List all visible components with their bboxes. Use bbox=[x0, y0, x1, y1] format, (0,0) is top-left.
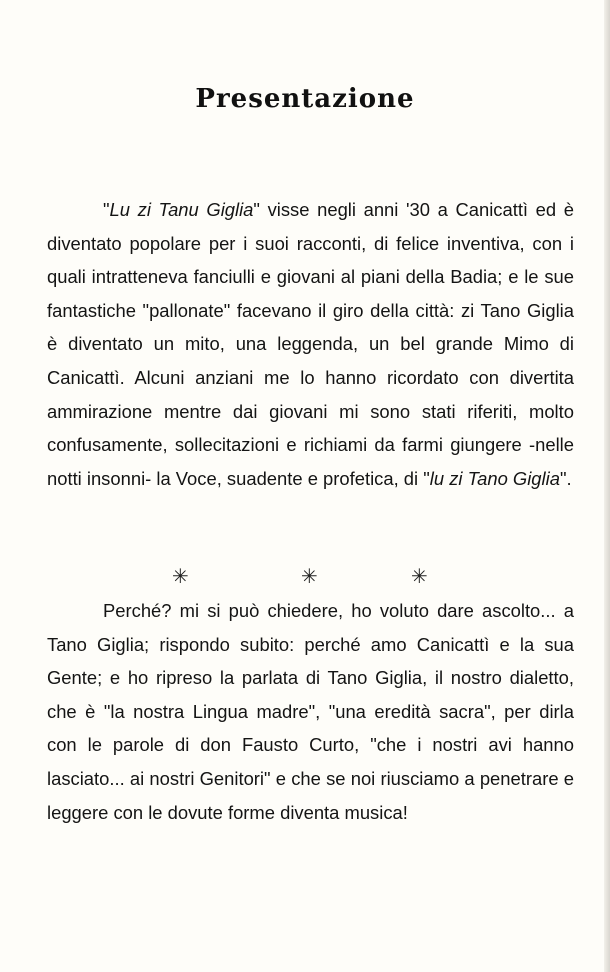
italic-name-lu-zi-tano-giglia: lu zi Tano Giglia bbox=[429, 467, 560, 489]
italic-name-lu-zi-tanu-giglia: Lu zi Tanu Giglia bbox=[109, 199, 254, 220]
asterisk-icon: ✳ bbox=[301, 564, 318, 588]
paragraph-introduction bbox=[47, 193, 574, 495]
section-separator bbox=[0, 564, 610, 592]
page-edge-shadow bbox=[604, 0, 610, 972]
paragraph-text: " visse negli anni '30 a Canicattì ed è diventato popolare per i suoi racconti, di felice inventiva, con i quali intratteneva fanciulli e giovani al piani della Badia; e le sue fantastiche "pallonate" facevano il giro della città: zi Tano Giglia è diventato un mito, una leggenda, un bel grande Mimo di Canicattì. Alcuni anziani me lo hanno ricordato con divertita ammirazione mentre dai giovani mi sono stati riferiti, molto confusamente, sollecitazioni e richiami da farmi giungere -nelle notti insonni- la Voce, suadente e profetica, di " bbox=[47, 199, 574, 489]
asterisk-icon: ✳ bbox=[172, 564, 189, 588]
page-title: Presentazione bbox=[195, 84, 415, 114]
closing-quote: ". bbox=[559, 467, 572, 489]
paragraph-text: Perché? mi si può chiedere, ho voluto dare ascolto... a Tano Giglia; rispondo subito: perché amo Canicattì e la sua Gente; e ho ripreso la parlata di Tano Giglia, il nostro dialetto, che è "la nostra Lingua madre", "una eredità sacra", per dirla con le parole di don Fausto Curto, "che i nostri avi hanno lasciato... ai nostri Genitori" e che se noi riusciamo a penetrare e leggere con le dovute forme diventa musica! bbox=[47, 600, 574, 823]
opening-quote: " bbox=[103, 199, 110, 220]
asterisk-icon: ✳ bbox=[411, 564, 428, 588]
paragraph-motivation bbox=[47, 594, 574, 829]
